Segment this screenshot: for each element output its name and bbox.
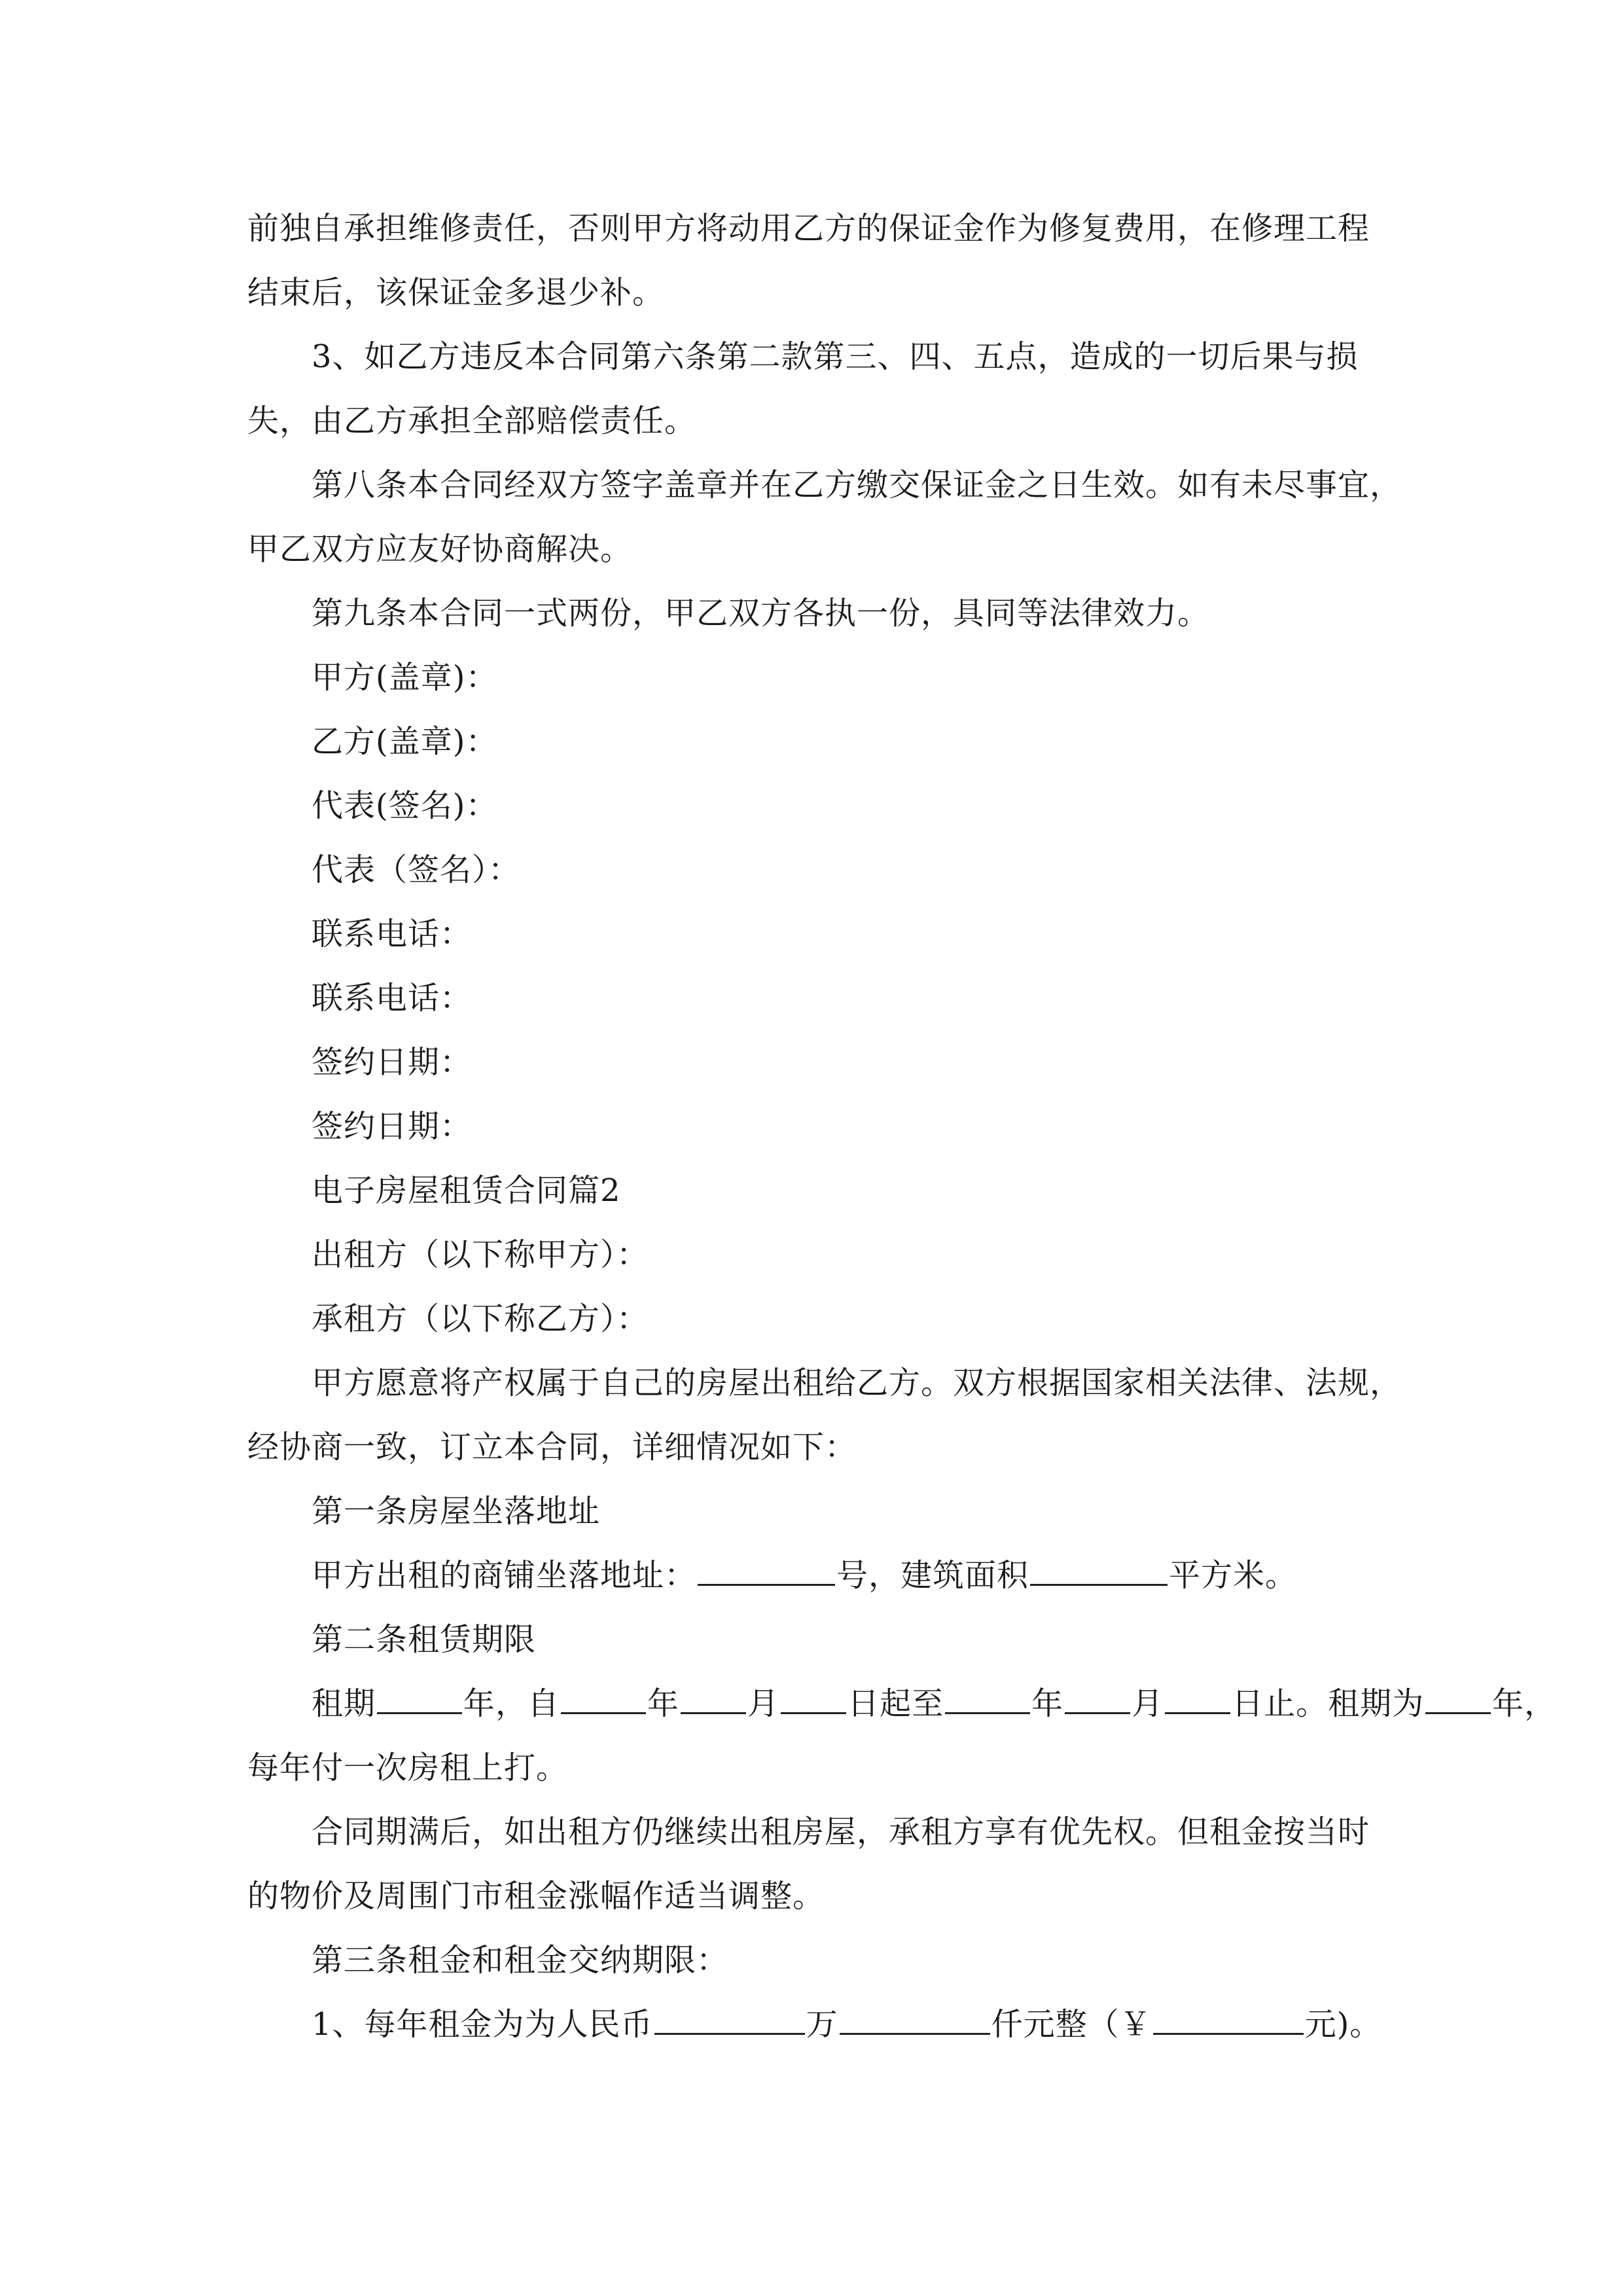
fill-blank [681, 1686, 746, 1714]
text-span: 日止。租期为 [1232, 1685, 1425, 1722]
fill-blank [561, 1686, 646, 1714]
rent-line [247, 1992, 1386, 2056]
text-span: 日起至 [847, 1685, 944, 1722]
lessee-line: 承租方（以下称乙方）： [312, 1300, 649, 1337]
representative-b: 代表（签名）： [312, 852, 521, 888]
article-2-title: 第二条租赁期限 [312, 1621, 537, 1658]
article-3-title: 第三条租金和租金交纳期限： [312, 1942, 729, 1979]
fill-blank [698, 1558, 835, 1586]
text-span: 月 [1132, 1685, 1164, 1722]
sign-date-a: 签约日期： [312, 1044, 473, 1081]
article-1-title: 第一条房屋坐落地址 [312, 1493, 601, 1530]
fill-blank [945, 1686, 1030, 1714]
representative-a: 代表(签名)： [312, 787, 498, 824]
paragraph-line: 结束后，该保证金多退少补。 [247, 274, 665, 311]
document-page [247, 196, 1557, 2056]
text-span: 甲方出租的商铺坐落地址： [312, 1557, 697, 1594]
text-span: 元)。 [1304, 2006, 1382, 2043]
paragraph-line: 第九条本合同一式两份，甲乙双方各执一份，具同等法律效力。 [312, 595, 1210, 632]
fill-blank [781, 1686, 846, 1714]
address-line [247, 1543, 1386, 1607]
phone-a: 联系电话： [312, 916, 473, 952]
paragraph-line: 第八条本合同经双方签字盖章并在乙方缴交保证金之日生效。如有未尽事宜， [312, 467, 1402, 503]
paragraph-line: 的物价及周围门市租金涨幅作适当调整。 [247, 1878, 825, 1914]
lessor-line: 出租方（以下称甲方）： [312, 1236, 649, 1273]
text-span: 月 [747, 1685, 780, 1722]
phone-b: 联系电话： [312, 980, 473, 1016]
text-span: 仟元整（￥ [991, 2006, 1152, 2043]
text-span: 年， [1492, 1685, 1557, 1722]
fill-blank [1153, 2007, 1304, 2035]
fill-blank [1165, 1686, 1230, 1714]
paragraph-line: 前独自承担维修责任，否则甲方将动用乙方的保证金作为修复费用，在修理工程 [247, 210, 1370, 247]
section-title: 电子房屋租赁合同篇2 [312, 1172, 621, 1209]
text-span: 号，建筑面积 [836, 1557, 1029, 1594]
paragraph-line: 3、如乙方违反本合同第六条第二款第三、四、五点，造成的一切后果与损 [312, 338, 1359, 375]
paragraph-line: 甲乙双方应友好协商解决。 [247, 531, 633, 567]
signature-party-b: 乙方(盖章)： [312, 723, 498, 760]
fill-blank [377, 1686, 462, 1714]
term-line [247, 1672, 1557, 1736]
paragraph-line: 经协商一致，订立本合同，详细情况如下： [247, 1429, 857, 1465]
signature-party-a: 甲方(盖章)： [312, 659, 498, 696]
fill-blank [840, 2007, 990, 2035]
text-span: 年 [647, 1685, 680, 1722]
paragraph-line: 甲方愿意将产权属于自己的房屋出租给乙方。双方根据国家相关法律、法规， [312, 1365, 1402, 1401]
fill-blank [1030, 1558, 1168, 1586]
sign-date-b: 签约日期： [312, 1108, 473, 1145]
paragraph-line: 失，由乙方承担全部赔偿责任。 [247, 403, 697, 439]
paragraph-line: 每年付一次房租上打。 [247, 1749, 569, 1786]
fill-blank [1065, 1686, 1130, 1714]
text-span: 平方米。 [1169, 1557, 1298, 1594]
fill-blank [1425, 1686, 1491, 1714]
paragraph-line: 合同期满后，如出租方仍继续出租房屋，承租方享有优先权。但租金按当时 [312, 1814, 1370, 1850]
text-span: 万 [806, 2006, 838, 2043]
text-span: 租期 [312, 1685, 376, 1722]
text-span: 年 [1031, 1685, 1064, 1722]
text-span: 1、每年租金为为人民币 [312, 2006, 653, 2043]
text-span: 年，自 [463, 1685, 560, 1722]
fill-blank [654, 2007, 805, 2035]
